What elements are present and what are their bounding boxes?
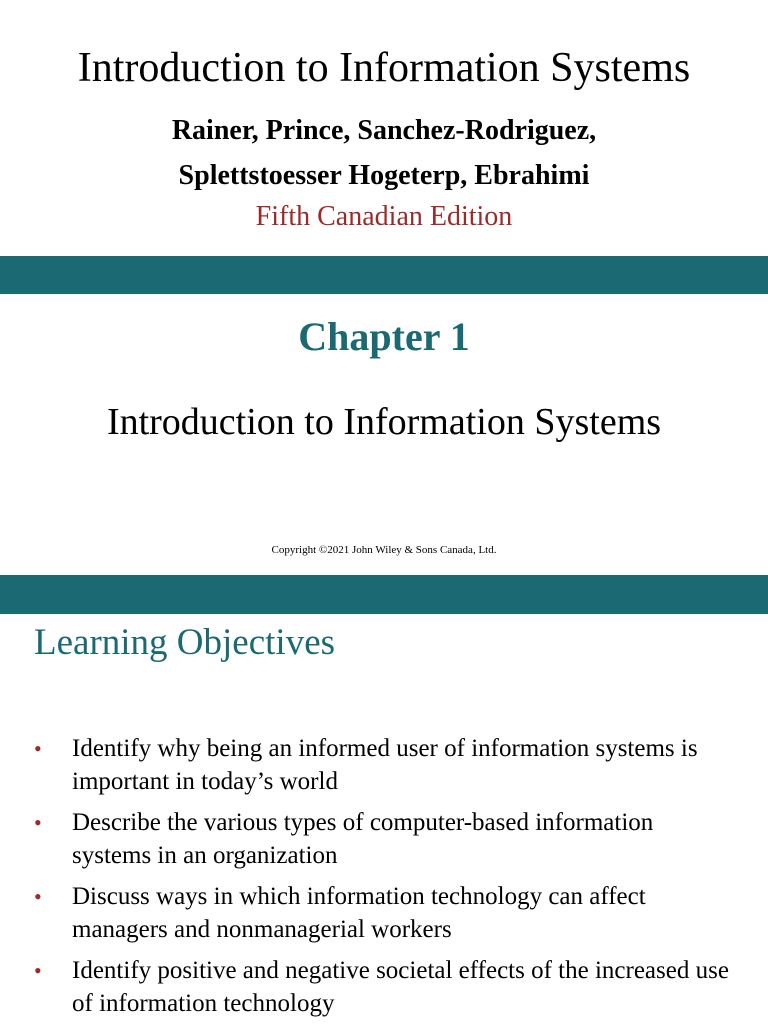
chapter-slide (0, 294, 768, 575)
objective-text: Discuss ways in which information technology can affect managers and nonmanagerial workers (72, 883, 646, 943)
objective-text: Describe the various types of computer-based information systems in an organization (72, 809, 654, 869)
objective-text: Identify why being an informed user of information systems is important in today’s world (72, 735, 698, 795)
authors-line-1: Rainer, Prince, Sanchez-Rodriguez, (171, 115, 597, 146)
title-slide (0, 0, 768, 256)
objectives-list (0, 732, 768, 1028)
authors-line-2: Splettstoesser Hogeterp, Ebrahimi (178, 160, 590, 191)
objectives-heading: Learning Objectives (34, 622, 336, 663)
objective-text: Identify positive and negative societal effects of the increased use of information technology (72, 957, 729, 1017)
bullet-icon: • (34, 736, 42, 761)
objective-item (0, 880, 768, 946)
book-title: Introduction to Information Systems (77, 45, 691, 91)
chapter-title: Introduction to Information Systems (106, 401, 662, 443)
slide-divider-band (0, 575, 768, 614)
objective-item (0, 732, 768, 798)
objectives-slide (0, 614, 768, 1024)
objective-item (0, 954, 768, 1020)
slide-divider-band (0, 256, 768, 294)
objective-item (0, 806, 768, 872)
copyright-notice: Copyright ©2021 John Wiley & Sons Canada, Ltd. (271, 544, 497, 556)
bullet-icon: • (34, 958, 42, 983)
edition-label: Fifth Canadian Edition (255, 201, 513, 232)
bullet-icon: • (34, 884, 42, 909)
bullet-icon: • (34, 810, 42, 835)
chapter-number: Chapter 1 (298, 314, 470, 359)
